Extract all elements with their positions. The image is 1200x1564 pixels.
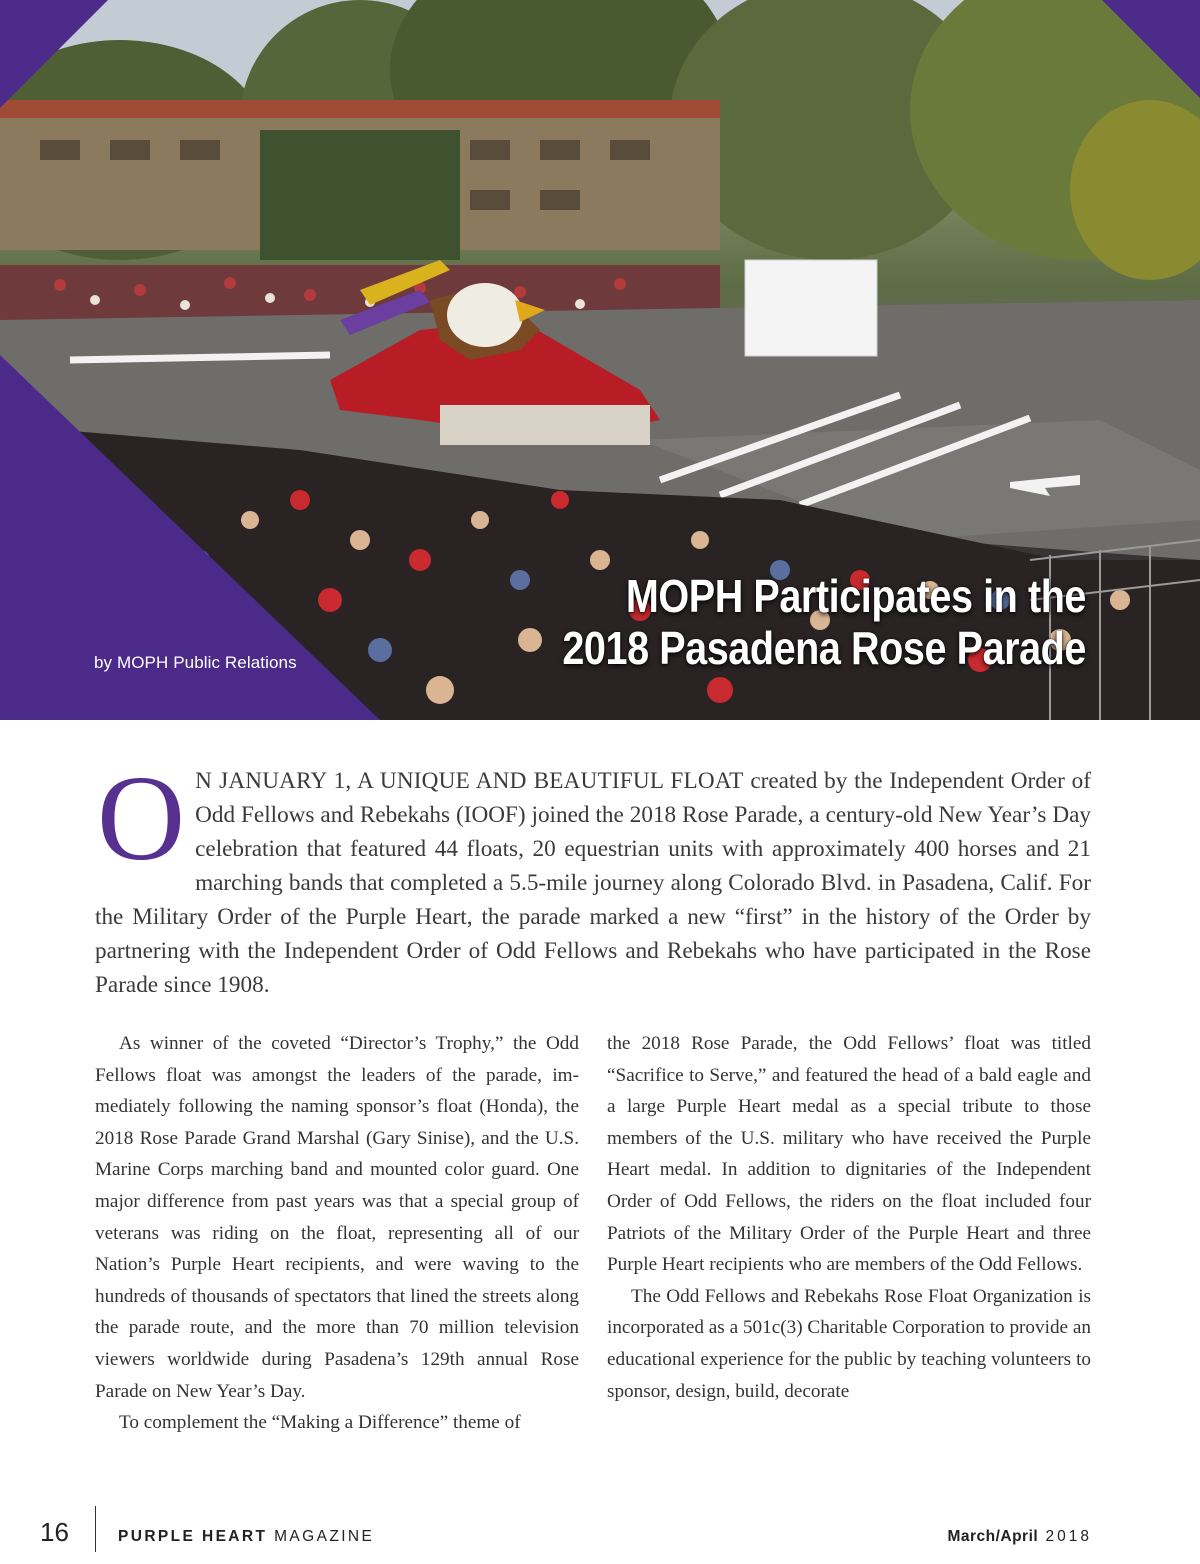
magazine-name-light: MAGAZINE <box>267 1528 375 1545</box>
body-paragraph-2: To complement the “Making a Difference” theme of <box>119 1412 521 1434</box>
magazine-name <box>118 1528 374 1546</box>
issue-date <box>947 1528 1092 1546</box>
article-byline: by MOPH Public Relations <box>94 653 297 672</box>
drop-cap: O <box>97 751 186 886</box>
purple-wedge-decoration <box>0 0 380 720</box>
issue-months: March/April <box>947 1528 1039 1545</box>
intro-text: created by the Independent Order of Odd Fellows and Rebekahs (IOOF) joined the 2018 Rose Parade, a century-old New Year’s Day celebration that featured 44 floats, 20 equestrian units with approximately 400 horses and 21 marching bands that completed a 5.5-mile journey along Colorado Blvd. in Pasadena, Calif. For the Military Order of the Purple Heart, the parade marked a new “first” in the history of the Order by partnering with the Independent Order of Odd Fellows and Rebekahs who have participated in the Rose Parade since 1908. <box>95 768 1091 998</box>
magazine-name-bold: PURPLE HEART <box>118 1528 268 1545</box>
body-paragraph-1: As winner of the coveted “Director’s Trophy,” the Odd Fellows float was amongst the leaders of the parade, immediately following the naming sponsor’s float (Honda), the 2018 Rose Parade Grand Marshal (Gary Sinise), and the U.S. Marine Corps marching band and mounted color guard. One major difference from past years was that a special group of veterans was riding on the float, representing all of our Nation’s Purple Heart recipients, and were waving to the hundreds of thousands of spectators that lined the streets along the parade route, and the more than 70 million television viewers worldwide during Pasadena’s 129th annual Rose Parade on New Year’s Day. <box>95 1033 579 1402</box>
footer-divider <box>95 1506 96 1552</box>
body-paragraph-2-continued: the 2018 Rose Parade, the Odd Fellows’ float was titled “Sacrifice to Serve,” and featured the head of a bald eagle and a large Purple Heart medal as a special tribute to those members of the U.S. military who have received the Purple Heart medal. In addition to dignitaries of the Independent Order of Odd Fellows, the riders on the float included four Patriots of the Military Order of the Purple Heart and three Purple Heart recipients who are members of the Odd Fellows. <box>607 1033 1091 1276</box>
intro-lead-caps: N JANUARY 1, A UNIQUE AND BEAUTIFUL FLOAT <box>195 768 744 794</box>
hero-photo <box>0 0 1200 720</box>
intro-paragraph <box>95 751 1091 1002</box>
corner-triangle-top-right <box>1102 0 1200 98</box>
headline-line-2: 2018 Pasadena Rose Parade <box>562 622 1086 674</box>
body-column-right <box>607 1028 1091 1407</box>
body-column-left <box>95 1028 579 1439</box>
headline-line-1: MOPH Participates in the <box>625 570 1086 622</box>
body-paragraph-3: The Odd Fellows and Rebekahs Rose Float Organization is incorporated as a 501c(3) Charitable Corporation to provide an educational experience for the public by teaching volunteers to sponsor, design, build, decorate <box>607 1285 1091 1402</box>
page-number: 16 <box>40 1517 69 1547</box>
issue-year: 2018 <box>1038 1528 1092 1545</box>
article-headline <box>501 570 1086 674</box>
